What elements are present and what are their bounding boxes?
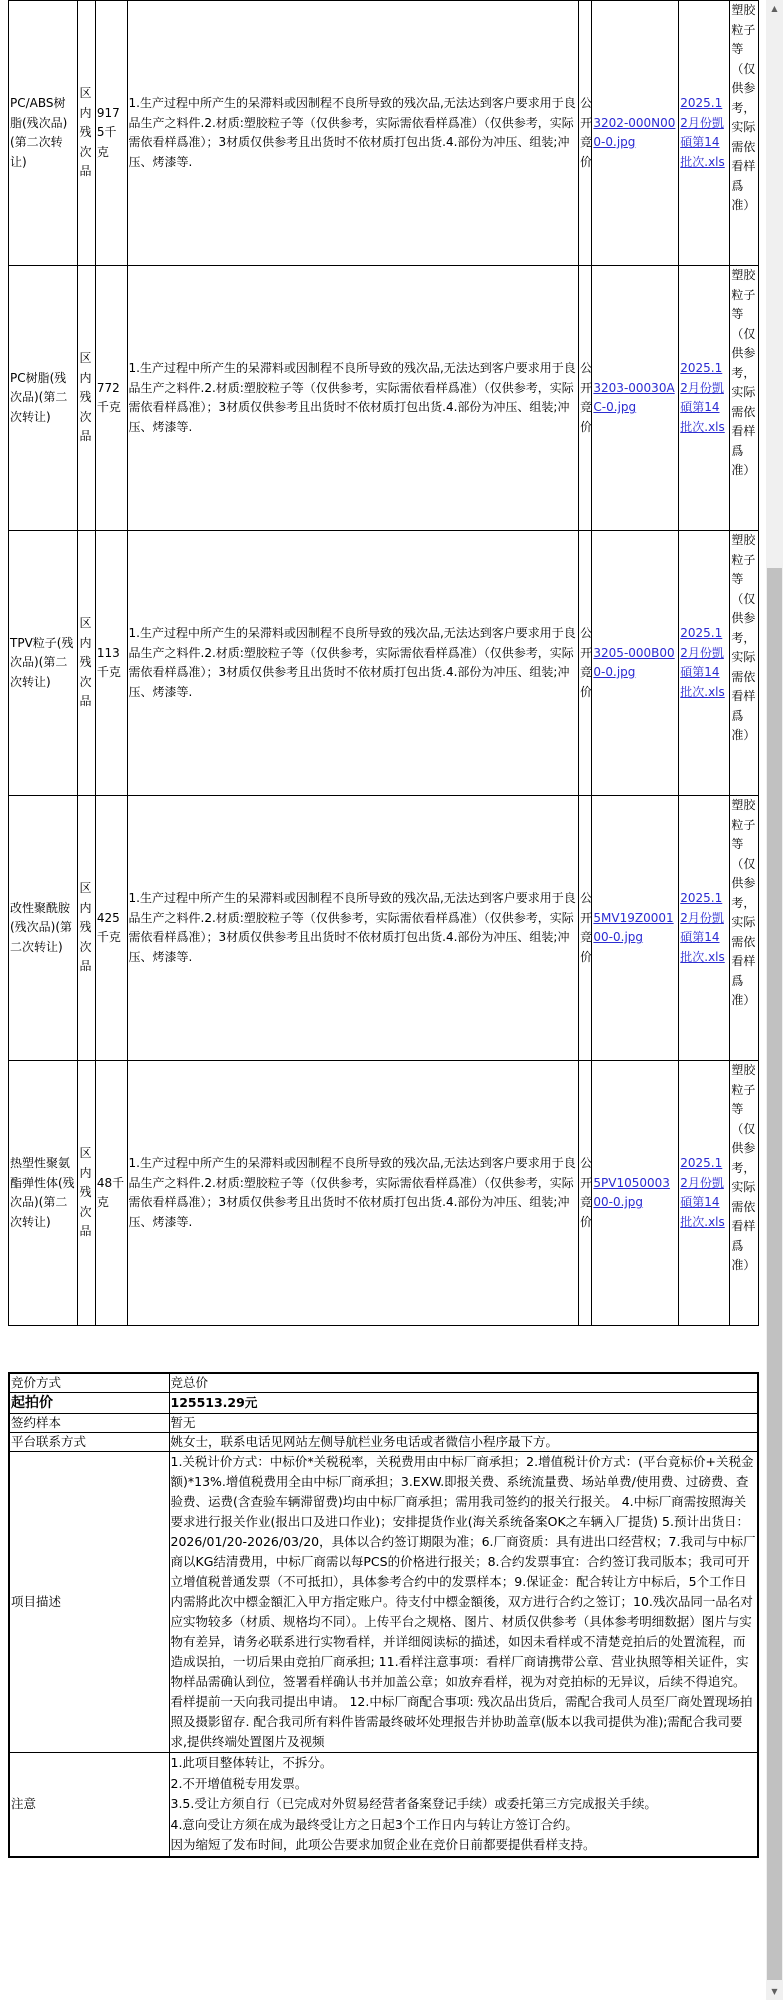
table-row bbox=[9, 1, 759, 266]
item-image-cell bbox=[592, 531, 679, 796]
item-bid-mode: 公开竞价 bbox=[579, 1, 592, 266]
note-line: 1.此项目整体转让，不拆分。 bbox=[170, 1755, 333, 1770]
item-xls-cell bbox=[679, 266, 730, 531]
item-bid-mode: 公开竞价 bbox=[579, 266, 592, 531]
note-line: 3.5.受让方须自行（已完成对外贸易经营者备案登记手续）或委托第三方完成报关手续。 bbox=[170, 1796, 657, 1811]
item-name: 改性聚酰胺(残次品)(第二次转让) bbox=[9, 796, 78, 1061]
contract-sample-label: 签约样本 bbox=[9, 1414, 169, 1433]
item-quantity: 48千克 bbox=[95, 1061, 127, 1326]
item-spec: 塑胶粒子等（仅供参考，实际需依看样爲准） bbox=[730, 796, 759, 1061]
start-price-value: 125513.29元 bbox=[169, 1393, 758, 1414]
item-type: 区内残次品 bbox=[78, 266, 95, 531]
item-description: 1.生产过程中所产生的呆滞料或因制程不良所导致的残次品,无法达到客户要求用于良品生产之料件.2.材质:塑胶粒子等（仅供参考，实际需依看样爲准）（仅供参考，实际需依看样爲准）；3材质仅供参考且出货时不依材质打包出货.4.部份为冲压、组装;冲压、烤漆等. bbox=[127, 1061, 579, 1326]
project-description-label: 项目描述 bbox=[9, 1452, 169, 1753]
item-bid-mode: 公开竞价 bbox=[579, 796, 592, 1061]
row-start-price bbox=[9, 1393, 758, 1414]
item-spec: 塑胶粒子等（仅供参考，实际需依看样爲准） bbox=[730, 531, 759, 796]
xls-file-link[interactable]: 2025.12月份凱碩第14批次.xls bbox=[680, 96, 725, 169]
item-quantity: 113千克 bbox=[95, 531, 127, 796]
item-image-cell bbox=[592, 1, 679, 266]
row-contact bbox=[9, 1433, 758, 1452]
item-description: 1.生产过程中所产生的呆滞料或因制程不良所导致的残次品,无法达到客户要求用于良品生产之料件.2.材质:塑胶粒子等（仅供参考，实际需依看样爲准）（仅供参考，实际需依看样爲准）；3材质仅供参考且出货时不依材质打包出货.4.部份为冲压、组装;冲压、烤漆等. bbox=[127, 266, 579, 531]
item-type: 区内残次品 bbox=[78, 1, 95, 266]
item-description: 1.生产过程中所产生的呆滞料或因制程不良所导致的残次品,无法达到客户要求用于良品生产之料件.2.材质:塑胶粒子等（仅供参考，实际需依看样爲准）（仅供参考，实际需依看样爲准）；3材质仅供参考且出货时不依材质打包出货.4.部份为冲压、组装;冲压、烤漆等. bbox=[127, 796, 579, 1061]
item-xls-cell bbox=[679, 531, 730, 796]
table-row bbox=[9, 796, 759, 1061]
item-name: TPV粒子(残次品)(第二次转让) bbox=[9, 531, 78, 796]
xls-file-link[interactable]: 2025.12月份凱碩第14批次.xls bbox=[680, 1156, 725, 1229]
info-table bbox=[8, 1372, 759, 1858]
image-file-link[interactable]: 3202-000N000-0.jpg bbox=[593, 115, 676, 149]
item-xls-cell bbox=[679, 1, 730, 266]
bid-method-value: 竞总价 bbox=[169, 1373, 758, 1393]
row-notes bbox=[9, 1753, 758, 1857]
start-price-label: 起拍价 bbox=[9, 1393, 169, 1414]
item-xls-cell bbox=[679, 1061, 730, 1326]
image-file-link[interactable]: 3203-00030AC-0.jpg bbox=[593, 380, 675, 414]
item-quantity: 9175千克 bbox=[95, 1, 127, 266]
scroll-down-arrow-icon[interactable]: ▼ bbox=[771, 1987, 778, 1996]
note-line: 2.不开增值税专用发票。 bbox=[170, 1775, 308, 1791]
item-description: 1.生产过程中所产生的呆滞料或因制程不良所导致的残次品,无法达到客户要求用于良品生产之料件.2.材质:塑胶粒子等（仅供参考，实际需依看样爲准）（仅供参考，实际需依看样爲准）；3材质仅供参考且出货时不依材质打包出货.4.部份为冲压、组装;冲压、烤漆等. bbox=[127, 1, 579, 266]
item-type: 区内残次品 bbox=[78, 531, 95, 796]
notes-value bbox=[169, 1753, 758, 1857]
item-bid-mode: 公开竞价 bbox=[579, 1061, 592, 1326]
image-file-link[interactable]: 3205-000B000-0.jpg bbox=[593, 645, 675, 679]
xls-file-link[interactable]: 2025.12月份凱碩第14批次.xls bbox=[680, 361, 725, 434]
item-quantity: 425千克 bbox=[95, 796, 127, 1061]
xls-file-link[interactable]: 2025.12月份凱碩第14批次.xls bbox=[680, 626, 725, 699]
table-row bbox=[9, 531, 759, 796]
contract-sample-value: 暂无 bbox=[169, 1414, 758, 1433]
item-description: 1.生产过程中所产生的呆滞料或因制程不良所导致的残次品,无法达到客户要求用于良品生产之料件.2.材质:塑胶粒子等（仅供参考，实际需依看样爲准）（仅供参考，实际需依看样爲准）；3材质仅供参考且出货时不依材质打包出货.4.部份为冲压、组装;冲压、烤漆等. bbox=[127, 531, 579, 796]
note-line: 4.意向受让方须在成为最终受让方之日起3个工作日内与转让方签订合约。 bbox=[170, 1816, 578, 1832]
bid-method-label: 竞价方式 bbox=[9, 1373, 169, 1393]
item-spec: 塑胶粒子等（仅供参考，实际需依看样爲准） bbox=[730, 1061, 759, 1326]
item-name: PC树脂(残次品)(第二次转让) bbox=[9, 266, 78, 531]
notes-label: 注意 bbox=[9, 1753, 169, 1857]
item-spec: 塑胶粒子等（仅供参考，实际需依看样爲准） bbox=[730, 266, 759, 531]
item-image-cell bbox=[592, 796, 679, 1061]
item-image-cell bbox=[592, 1061, 679, 1326]
item-bid-mode: 公开竞价 bbox=[579, 531, 592, 796]
vertical-scrollbar[interactable] bbox=[766, 0, 783, 2000]
xls-file-link[interactable]: 2025.12月份凱碩第14批次.xls bbox=[680, 891, 725, 964]
row-bid-method bbox=[9, 1373, 758, 1393]
items-table bbox=[8, 0, 759, 1326]
image-file-link[interactable]: 5PV105000300-0.jpg bbox=[593, 1175, 670, 1209]
scrollbar-thumb[interactable] bbox=[767, 568, 782, 1980]
row-contract-sample bbox=[9, 1414, 758, 1433]
contact-value: 姚女士，联系电话见网站左侧导航栏业务电话或者微信小程序最下方。 bbox=[169, 1433, 758, 1452]
table-row bbox=[9, 1061, 759, 1326]
item-name: 热塑性聚氨酯弹性体(残次品)(第二次转让) bbox=[9, 1061, 78, 1326]
project-description-value: 1.关税计价方式：中标价*关税税率，关税费用由中标厂商承担；2.增值税计价方式：(平台竟标价+关税金额)*13%.增值税费用全由中标厂商承担；3.EXW.即报关费、系统流量费、场站单费/使用费、过磅费、查验费、运费(含查验车辆滞留费)均由中标厂商承担；需用我司签约的报关行报关。 4.中标厂商需按照海关要求进行报关作业(报出口及进口作业)；安排提货作业(海关系统备案OK之车辆入厂提货) 5.预计出货日：2026/01/20-2026/03/20，具体以合约签订期限为准；6.厂商资质：具有进出口经营权；7.我司与中标厂商以KG结清费用，中标厂商需以每PCS的价格进行报关；8.合约发票事宜：合约签订我司版本；我司可开立增值税普通发票（不可抵扣），具体参考合约中的发票样本；9.保证金：配合转让方中标后，5个工作日内需將此次中標金額汇入甲方指定账户。待支付中標金額後，双方进行合约之签订；10.残次品同一品名对应实物较多（材质、规格均不同）。上传平台之规格、图片、材质仅供参考（具体参考明细数据）图片与实物有差异，请务必联系进行实物看样，并详细阅读标的描述，如因未看样或不清楚竞拍后的处置流程，而造成误拍，一切后果由竞拍厂商承担; 11.看样注意事项：看样厂商请携带公章、营业执照等相关证件，实物样品需确认到位，签署看样确认书并加盖公章；如放弃看样，视为对竞拍标的无异议，后续不得追究。看样提前一天向我司提出申请。 12.中标厂商配合事项: 残次品出货后，需配合我司人员至厂商处置现场拍照及摄影留存. 配合我司所有料件皆需最终破坏处理报告并协助盖章(版本以我司提供为准);需配合我司要求,提供终端处置图片及视频 bbox=[169, 1452, 758, 1753]
item-type: 区内残次品 bbox=[78, 796, 95, 1061]
item-name: PC/ABS树脂(残次品)(第二次转让) bbox=[9, 1, 78, 266]
scroll-up-arrow-icon[interactable]: ▲ bbox=[771, 4, 778, 13]
row-project-description bbox=[9, 1452, 758, 1753]
item-type: 区内残次品 bbox=[78, 1061, 95, 1326]
contact-label: 平台联系方式 bbox=[9, 1433, 169, 1452]
item-quantity: 772千克 bbox=[95, 266, 127, 531]
item-xls-cell bbox=[679, 796, 730, 1061]
note-line: 因为缩短了发布时间，此项公告要求加贸企业在竞价日前都要提供看样支持。 bbox=[170, 1837, 596, 1852]
image-file-link[interactable]: 5MV19Z000100-0.jpg bbox=[593, 910, 674, 944]
item-image-cell bbox=[592, 266, 679, 531]
table-row bbox=[9, 266, 759, 531]
item-spec: 塑胶粒子等（仅供参考，实际需依看样爲准） bbox=[730, 1, 759, 266]
